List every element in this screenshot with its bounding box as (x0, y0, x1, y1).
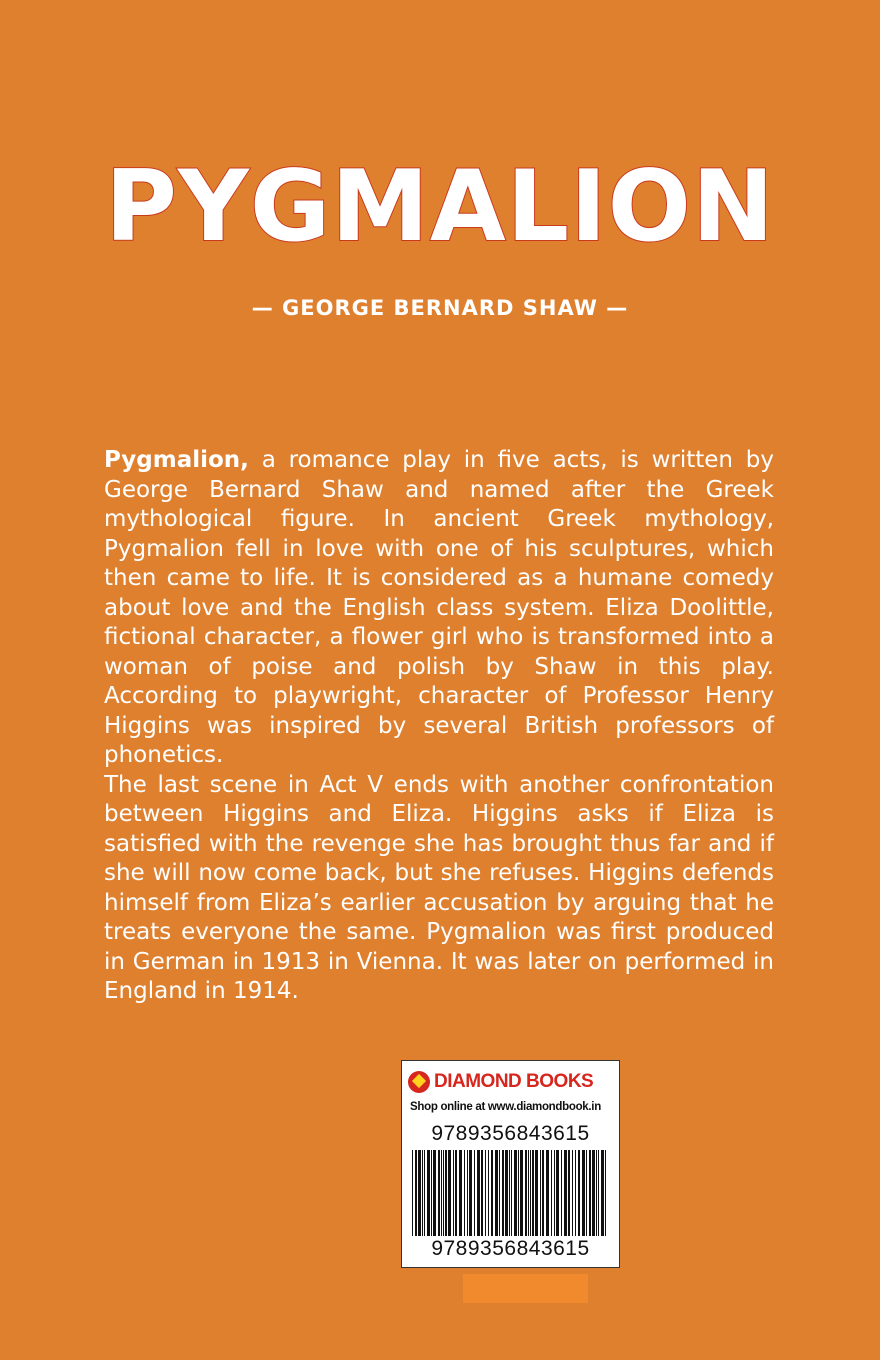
barcode-bar (589, 1150, 591, 1236)
barcode-bar (572, 1150, 573, 1236)
barcode-bar (532, 1150, 534, 1236)
barcode-bar (551, 1150, 552, 1236)
barcode-bar (443, 1150, 444, 1236)
barcode-bar (422, 1150, 423, 1236)
barcode-bar (495, 1150, 498, 1236)
barcode-bar (412, 1150, 413, 1236)
barcode-bar (418, 1150, 421, 1236)
barcode-bar (525, 1150, 527, 1236)
diamond-logo-icon (408, 1071, 430, 1093)
barcode-bar (491, 1150, 493, 1236)
barcode-label (401, 1060, 620, 1268)
barcode-bar (467, 1150, 468, 1236)
barcode-bar (427, 1150, 430, 1236)
barcode-bar (605, 1150, 606, 1236)
isbn-bottom: 9789356843615 (431, 1237, 590, 1260)
barcode-bar (505, 1150, 508, 1236)
price-sticker (463, 1274, 588, 1303)
barcode-bar (438, 1150, 440, 1236)
barcode-bar (535, 1150, 538, 1236)
barcode-bar (601, 1150, 604, 1236)
barcode-bar (424, 1150, 425, 1236)
barcode-bar (474, 1150, 475, 1236)
barcode-bar (499, 1150, 500, 1236)
barcode-bar (459, 1150, 462, 1236)
blurb-paragraph-1 (104, 446, 774, 771)
barcode-bar (520, 1150, 523, 1236)
barcode-bar (528, 1150, 529, 1236)
barcode-bar (485, 1150, 486, 1236)
barcode-bar (578, 1150, 580, 1236)
barcode-bar (518, 1150, 519, 1236)
barcode-bar (455, 1150, 457, 1236)
barcode-bars (412, 1150, 608, 1236)
barcode-bar (514, 1150, 517, 1236)
barcode-bar (431, 1150, 432, 1236)
barcode-bar (554, 1150, 555, 1236)
publisher-name: DIAMOND BOOKS (434, 1071, 594, 1092)
barcode-bar (464, 1150, 465, 1236)
barcode-bar (415, 1150, 417, 1236)
barcode-bar (477, 1150, 480, 1236)
publisher-brand (408, 1069, 593, 1095)
blurb-text (104, 446, 774, 1007)
barcode-bar (530, 1150, 531, 1236)
blurb-lead: Pygmalion, (104, 447, 249, 473)
barcode-bar (469, 1150, 472, 1236)
barcode-bar (568, 1150, 570, 1236)
barcode-bar (488, 1150, 489, 1236)
barcode-bar (542, 1150, 544, 1236)
blurb-paragraph-1-text: a romance play in five acts, is written by George Bernard Shaw and named after the Greek mythological figure. In ancient Greek mythology, Pygmalion fell in love with one of his sculptures, which then came to life. It is considered as a humane comedy about love and the English class system. Eliza Doolittle, fictional character, a flower girl who is transformed into a woman of poise and polish by Shaw in this play. According to playwright, character of Professor Henry Higgins was inspired by several British professors of phonetics. (104, 447, 774, 768)
shop-online-text: Shop online at www.diamondbook.in (410, 1101, 601, 1113)
barcode-bar (564, 1150, 567, 1236)
barcode-bar (546, 1150, 549, 1236)
barcode-bar (445, 1150, 447, 1236)
isbn-top: 9789356843615 (431, 1122, 590, 1145)
blurb-paragraph-2: The last scene in Act V ends with another confrontation between Higgins and Eliza. Higgins asks if Eliza is satisfied with the revenge she has brought thus far and if she will now come back, but she refuses. Higgins defends himself from Eliza’s earlier accusation by arguing that he treats everyone the same. Pygmalion was first produced in German in 1913 in Vienna. It was later on performed in England in 1914. (104, 771, 774, 1004)
barcode-bar (502, 1150, 504, 1236)
barcode-bar (598, 1150, 599, 1236)
barcode-bar (509, 1150, 510, 1236)
barcode-bar (540, 1150, 541, 1236)
barcode-bar (592, 1150, 595, 1236)
barcode-bar (575, 1150, 576, 1236)
barcode-bar (481, 1150, 483, 1236)
barcode-bar (556, 1150, 559, 1236)
barcode-bar (582, 1150, 585, 1236)
barcode-bar (441, 1150, 442, 1236)
barcode-bar (433, 1150, 436, 1236)
barcode-bar (586, 1150, 587, 1236)
barcode-bar (596, 1150, 597, 1236)
barcode-bar (561, 1150, 562, 1236)
author-name: — GEORGE BERNARD SHAW — (251, 296, 629, 320)
barcode-bar (448, 1150, 451, 1236)
barcode-bar (453, 1150, 454, 1236)
book-title: PYGMALION (105, 150, 775, 264)
barcode-bar (511, 1150, 512, 1236)
